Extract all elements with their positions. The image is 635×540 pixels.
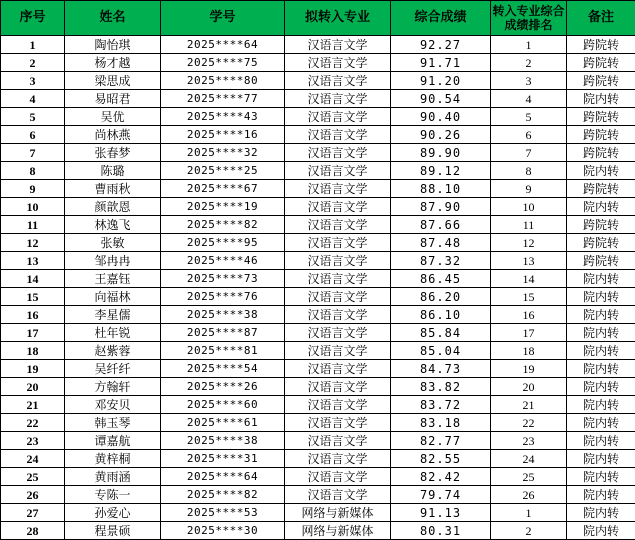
cell-score: 90.26 xyxy=(391,126,491,144)
cell-note: 院内转 xyxy=(567,306,635,324)
table-row xyxy=(1,54,635,72)
cell-major: 汉语言文学 xyxy=(285,216,391,234)
cell-major: 汉语言文学 xyxy=(285,396,391,414)
cell-note: 院内转 xyxy=(567,414,635,432)
table-row xyxy=(1,108,635,126)
cell-student-id: 2025****64 xyxy=(161,36,285,54)
cell-rank: 21 xyxy=(491,396,567,414)
cell-score: 80.31 xyxy=(391,522,491,540)
cell-rank: 23 xyxy=(491,432,567,450)
cell-name: 黄梓桐 xyxy=(65,450,161,468)
cell-major: 汉语言文学 xyxy=(285,72,391,90)
cell-note: 院内转 xyxy=(567,288,635,306)
cell-student-id: 2025****82 xyxy=(161,486,285,504)
cell-student-id: 2025****76 xyxy=(161,288,285,306)
cell-student-id: 2025****25 xyxy=(161,162,285,180)
cell-name: 杜年锐 xyxy=(65,324,161,342)
cell-note: 跨院转 xyxy=(567,54,635,72)
table-row xyxy=(1,450,635,468)
cell-score: 86.45 xyxy=(391,270,491,288)
table-row xyxy=(1,468,635,486)
cell-student-id: 2025****81 xyxy=(161,342,285,360)
cell-note: 院内转 xyxy=(567,468,635,486)
cell-seq: 2 xyxy=(1,54,65,72)
header-target-major: 拟转入专业 xyxy=(285,1,391,36)
cell-seq: 1 xyxy=(1,36,65,54)
cell-rank: 26 xyxy=(491,486,567,504)
table-row xyxy=(1,378,635,396)
cell-name: 邹冉冉 xyxy=(65,252,161,270)
cell-note: 跨院转 xyxy=(567,180,635,198)
cell-major: 汉语言文学 xyxy=(285,270,391,288)
table-row xyxy=(1,72,635,90)
cell-major: 汉语言文学 xyxy=(285,468,391,486)
cell-rank: 10 xyxy=(491,198,567,216)
cell-note: 院内转 xyxy=(567,504,635,522)
cell-seq: 21 xyxy=(1,396,65,414)
cell-note: 跨院转 xyxy=(567,126,635,144)
cell-name: 王嘉钰 xyxy=(65,270,161,288)
cell-seq: 11 xyxy=(1,216,65,234)
cell-note: 院内转 xyxy=(567,90,635,108)
cell-rank: 5 xyxy=(491,108,567,126)
cell-major: 汉语言文学 xyxy=(285,486,391,504)
cell-rank: 25 xyxy=(491,468,567,486)
cell-score: 79.74 xyxy=(391,486,491,504)
cell-note: 院内转 xyxy=(567,270,635,288)
cell-score: 91.71 xyxy=(391,54,491,72)
cell-student-id: 2025****87 xyxy=(161,324,285,342)
cell-student-id: 2025****19 xyxy=(161,198,285,216)
cell-name: 韩玉琴 xyxy=(65,414,161,432)
cell-note: 院内转 xyxy=(567,522,635,540)
cell-seq: 22 xyxy=(1,414,65,432)
table-row xyxy=(1,342,635,360)
cell-score: 91.20 xyxy=(391,72,491,90)
cell-major: 汉语言文学 xyxy=(285,414,391,432)
cell-student-id: 2025****64 xyxy=(161,468,285,486)
cell-name: 谭嘉航 xyxy=(65,432,161,450)
cell-rank: 4 xyxy=(491,90,567,108)
cell-student-id: 2025****53 xyxy=(161,504,285,522)
cell-seq: 8 xyxy=(1,162,65,180)
table-row xyxy=(1,126,635,144)
cell-note: 院内转 xyxy=(567,378,635,396)
table-row xyxy=(1,360,635,378)
cell-note: 院内转 xyxy=(567,450,635,468)
table-row xyxy=(1,180,635,198)
cell-major: 网络与新媒体 xyxy=(285,522,391,540)
cell-student-id: 2025****32 xyxy=(161,144,285,162)
cell-major: 汉语言文学 xyxy=(285,324,391,342)
cell-score: 84.73 xyxy=(391,360,491,378)
cell-note: 院内转 xyxy=(567,396,635,414)
cell-seq: 25 xyxy=(1,468,65,486)
cell-student-id: 2025****46 xyxy=(161,252,285,270)
cell-name: 林逸飞 xyxy=(65,216,161,234)
cell-score: 82.55 xyxy=(391,450,491,468)
table-row xyxy=(1,90,635,108)
cell-score: 86.10 xyxy=(391,306,491,324)
cell-rank: 2 xyxy=(491,522,567,540)
table-header-row xyxy=(1,1,635,36)
cell-name: 吴优 xyxy=(65,108,161,126)
cell-student-id: 2025****67 xyxy=(161,180,285,198)
cell-seq: 3 xyxy=(1,72,65,90)
cell-score: 83.72 xyxy=(391,396,491,414)
cell-seq: 19 xyxy=(1,360,65,378)
cell-major: 汉语言文学 xyxy=(285,36,391,54)
cell-rank: 19 xyxy=(491,360,567,378)
cell-name: 吴纤纤 xyxy=(65,360,161,378)
cell-student-id: 2025****38 xyxy=(161,306,285,324)
cell-seq: 7 xyxy=(1,144,65,162)
cell-student-id: 2025****38 xyxy=(161,432,285,450)
cell-major: 汉语言文学 xyxy=(285,432,391,450)
cell-rank: 20 xyxy=(491,378,567,396)
cell-major: 汉语言文学 xyxy=(285,108,391,126)
cell-rank: 18 xyxy=(491,342,567,360)
cell-note: 院内转 xyxy=(567,162,635,180)
cell-name: 张春梦 xyxy=(65,144,161,162)
cell-major: 网络与新媒体 xyxy=(285,504,391,522)
table-row xyxy=(1,216,635,234)
cell-major: 汉语言文学 xyxy=(285,126,391,144)
cell-rank: 11 xyxy=(491,216,567,234)
cell-major: 汉语言文学 xyxy=(285,162,391,180)
cell-name: 黄雨涵 xyxy=(65,468,161,486)
cell-student-id: 2025****73 xyxy=(161,270,285,288)
table-row xyxy=(1,486,635,504)
cell-name: 赵紫蓉 xyxy=(65,342,161,360)
cell-score: 89.12 xyxy=(391,162,491,180)
cell-name: 梁思成 xyxy=(65,72,161,90)
cell-rank: 15 xyxy=(491,288,567,306)
cell-student-id: 2025****60 xyxy=(161,396,285,414)
cell-student-id: 2025****61 xyxy=(161,414,285,432)
cell-seq: 10 xyxy=(1,198,65,216)
cell-seq: 15 xyxy=(1,288,65,306)
header-seq: 序号 xyxy=(1,1,65,36)
cell-name: 专陈一 xyxy=(65,486,161,504)
cell-rank: 2 xyxy=(491,54,567,72)
cell-major: 汉语言文学 xyxy=(285,306,391,324)
cell-name: 杨才越 xyxy=(65,54,161,72)
cell-major: 汉语言文学 xyxy=(285,252,391,270)
cell-student-id: 2025****31 xyxy=(161,450,285,468)
cell-seq: 4 xyxy=(1,90,65,108)
cell-name: 陶怡琪 xyxy=(65,36,161,54)
cell-major: 汉语言文学 xyxy=(285,378,391,396)
cell-rank: 12 xyxy=(491,234,567,252)
cell-rank: 14 xyxy=(491,270,567,288)
cell-rank: 17 xyxy=(491,324,567,342)
cell-note: 院内转 xyxy=(567,432,635,450)
header-name: 姓名 xyxy=(65,1,161,36)
cell-major: 汉语言文学 xyxy=(285,144,391,162)
cell-seq: 18 xyxy=(1,342,65,360)
cell-score: 86.20 xyxy=(391,288,491,306)
cell-student-id: 2025****30 xyxy=(161,522,285,540)
cell-note: 跨院转 xyxy=(567,216,635,234)
cell-seq: 5 xyxy=(1,108,65,126)
cell-note: 院内转 xyxy=(567,486,635,504)
cell-score: 82.77 xyxy=(391,432,491,450)
cell-name: 易昭君 xyxy=(65,90,161,108)
cell-name: 孙爱心 xyxy=(65,504,161,522)
table-row xyxy=(1,234,635,252)
cell-student-id: 2025****95 xyxy=(161,234,285,252)
cell-rank: 6 xyxy=(491,126,567,144)
cell-rank: 1 xyxy=(491,36,567,54)
table-row xyxy=(1,144,635,162)
cell-seq: 13 xyxy=(1,252,65,270)
cell-name: 邓安贝 xyxy=(65,396,161,414)
cell-seq: 20 xyxy=(1,378,65,396)
cell-student-id: 2025****26 xyxy=(161,378,285,396)
cell-rank: 9 xyxy=(491,180,567,198)
table-row xyxy=(1,414,635,432)
cell-score: 87.90 xyxy=(391,198,491,216)
header-score: 综合成绩 xyxy=(391,1,491,36)
table-row xyxy=(1,432,635,450)
cell-score: 87.66 xyxy=(391,216,491,234)
cell-seq: 14 xyxy=(1,270,65,288)
cell-note: 跨院转 xyxy=(567,72,635,90)
cell-seq: 23 xyxy=(1,432,65,450)
cell-student-id: 2025****82 xyxy=(161,216,285,234)
cell-score: 85.84 xyxy=(391,324,491,342)
cell-score: 90.54 xyxy=(391,90,491,108)
cell-score: 91.13 xyxy=(391,504,491,522)
cell-score: 83.18 xyxy=(391,414,491,432)
cell-rank: 24 xyxy=(491,450,567,468)
cell-seq: 24 xyxy=(1,450,65,468)
cell-name: 尚林燕 xyxy=(65,126,161,144)
cell-seq: 28 xyxy=(1,522,65,540)
cell-seq: 26 xyxy=(1,486,65,504)
cell-note: 跨院转 xyxy=(567,252,635,270)
cell-student-id: 2025****75 xyxy=(161,54,285,72)
cell-rank: 22 xyxy=(491,414,567,432)
cell-seq: 6 xyxy=(1,126,65,144)
cell-score: 85.04 xyxy=(391,342,491,360)
cell-major: 汉语言文学 xyxy=(285,198,391,216)
cell-score: 82.42 xyxy=(391,468,491,486)
cell-major: 汉语言文学 xyxy=(285,450,391,468)
cell-score: 92.27 xyxy=(391,36,491,54)
cell-note: 院内转 xyxy=(567,324,635,342)
cell-name: 李星儒 xyxy=(65,306,161,324)
cell-student-id: 2025****16 xyxy=(161,126,285,144)
cell-major: 汉语言文学 xyxy=(285,180,391,198)
table-row xyxy=(1,36,635,54)
table-row xyxy=(1,162,635,180)
cell-seq: 16 xyxy=(1,306,65,324)
cell-major: 汉语言文学 xyxy=(285,342,391,360)
cell-name: 程景硕 xyxy=(65,522,161,540)
cell-seq: 17 xyxy=(1,324,65,342)
cell-major: 汉语言文学 xyxy=(285,90,391,108)
cell-name: 曹雨秋 xyxy=(65,180,161,198)
cell-note: 跨院转 xyxy=(567,234,635,252)
cell-seq: 12 xyxy=(1,234,65,252)
cell-name: 颜歆恩 xyxy=(65,198,161,216)
table-row xyxy=(1,270,635,288)
cell-note: 院内转 xyxy=(567,198,635,216)
cell-student-id: 2025****54 xyxy=(161,360,285,378)
header-student-id: 学号 xyxy=(161,1,285,36)
cell-major: 汉语言文学 xyxy=(285,54,391,72)
cell-note: 院内转 xyxy=(567,360,635,378)
cell-major: 汉语言文学 xyxy=(285,234,391,252)
header-note: 备注 xyxy=(567,1,635,36)
table-row xyxy=(1,198,635,216)
cell-note: 跨院转 xyxy=(567,144,635,162)
cell-score: 87.32 xyxy=(391,252,491,270)
cell-rank: 16 xyxy=(491,306,567,324)
cell-note: 跨院转 xyxy=(567,36,635,54)
cell-student-id: 2025****43 xyxy=(161,108,285,126)
cell-note: 跨院转 xyxy=(567,108,635,126)
table-row xyxy=(1,396,635,414)
cell-name: 陈璐 xyxy=(65,162,161,180)
table-row xyxy=(1,324,635,342)
cell-name: 张敏 xyxy=(65,234,161,252)
cell-name: 方翰轩 xyxy=(65,378,161,396)
cell-rank: 13 xyxy=(491,252,567,270)
cell-rank: 1 xyxy=(491,504,567,522)
table-row xyxy=(1,306,635,324)
cell-student-id: 2025****77 xyxy=(161,90,285,108)
cell-score: 88.10 xyxy=(391,180,491,198)
cell-score: 87.48 xyxy=(391,234,491,252)
cell-student-id: 2025****80 xyxy=(161,72,285,90)
table-body xyxy=(1,36,635,540)
cell-seq: 27 xyxy=(1,504,65,522)
cell-major: 汉语言文学 xyxy=(285,360,391,378)
table-row xyxy=(1,504,635,522)
cell-name: 向福林 xyxy=(65,288,161,306)
header-rank: 转入专业综合成绩排名 xyxy=(491,1,567,36)
cell-rank: 8 xyxy=(491,162,567,180)
cell-seq: 9 xyxy=(1,180,65,198)
cell-score: 83.82 xyxy=(391,378,491,396)
cell-rank: 3 xyxy=(491,72,567,90)
table-row xyxy=(1,252,635,270)
cell-rank: 7 xyxy=(491,144,567,162)
cell-score: 90.40 xyxy=(391,108,491,126)
cell-major: 汉语言文学 xyxy=(285,288,391,306)
table-row xyxy=(1,288,635,306)
cell-note: 院内转 xyxy=(567,342,635,360)
cell-score: 89.90 xyxy=(391,144,491,162)
